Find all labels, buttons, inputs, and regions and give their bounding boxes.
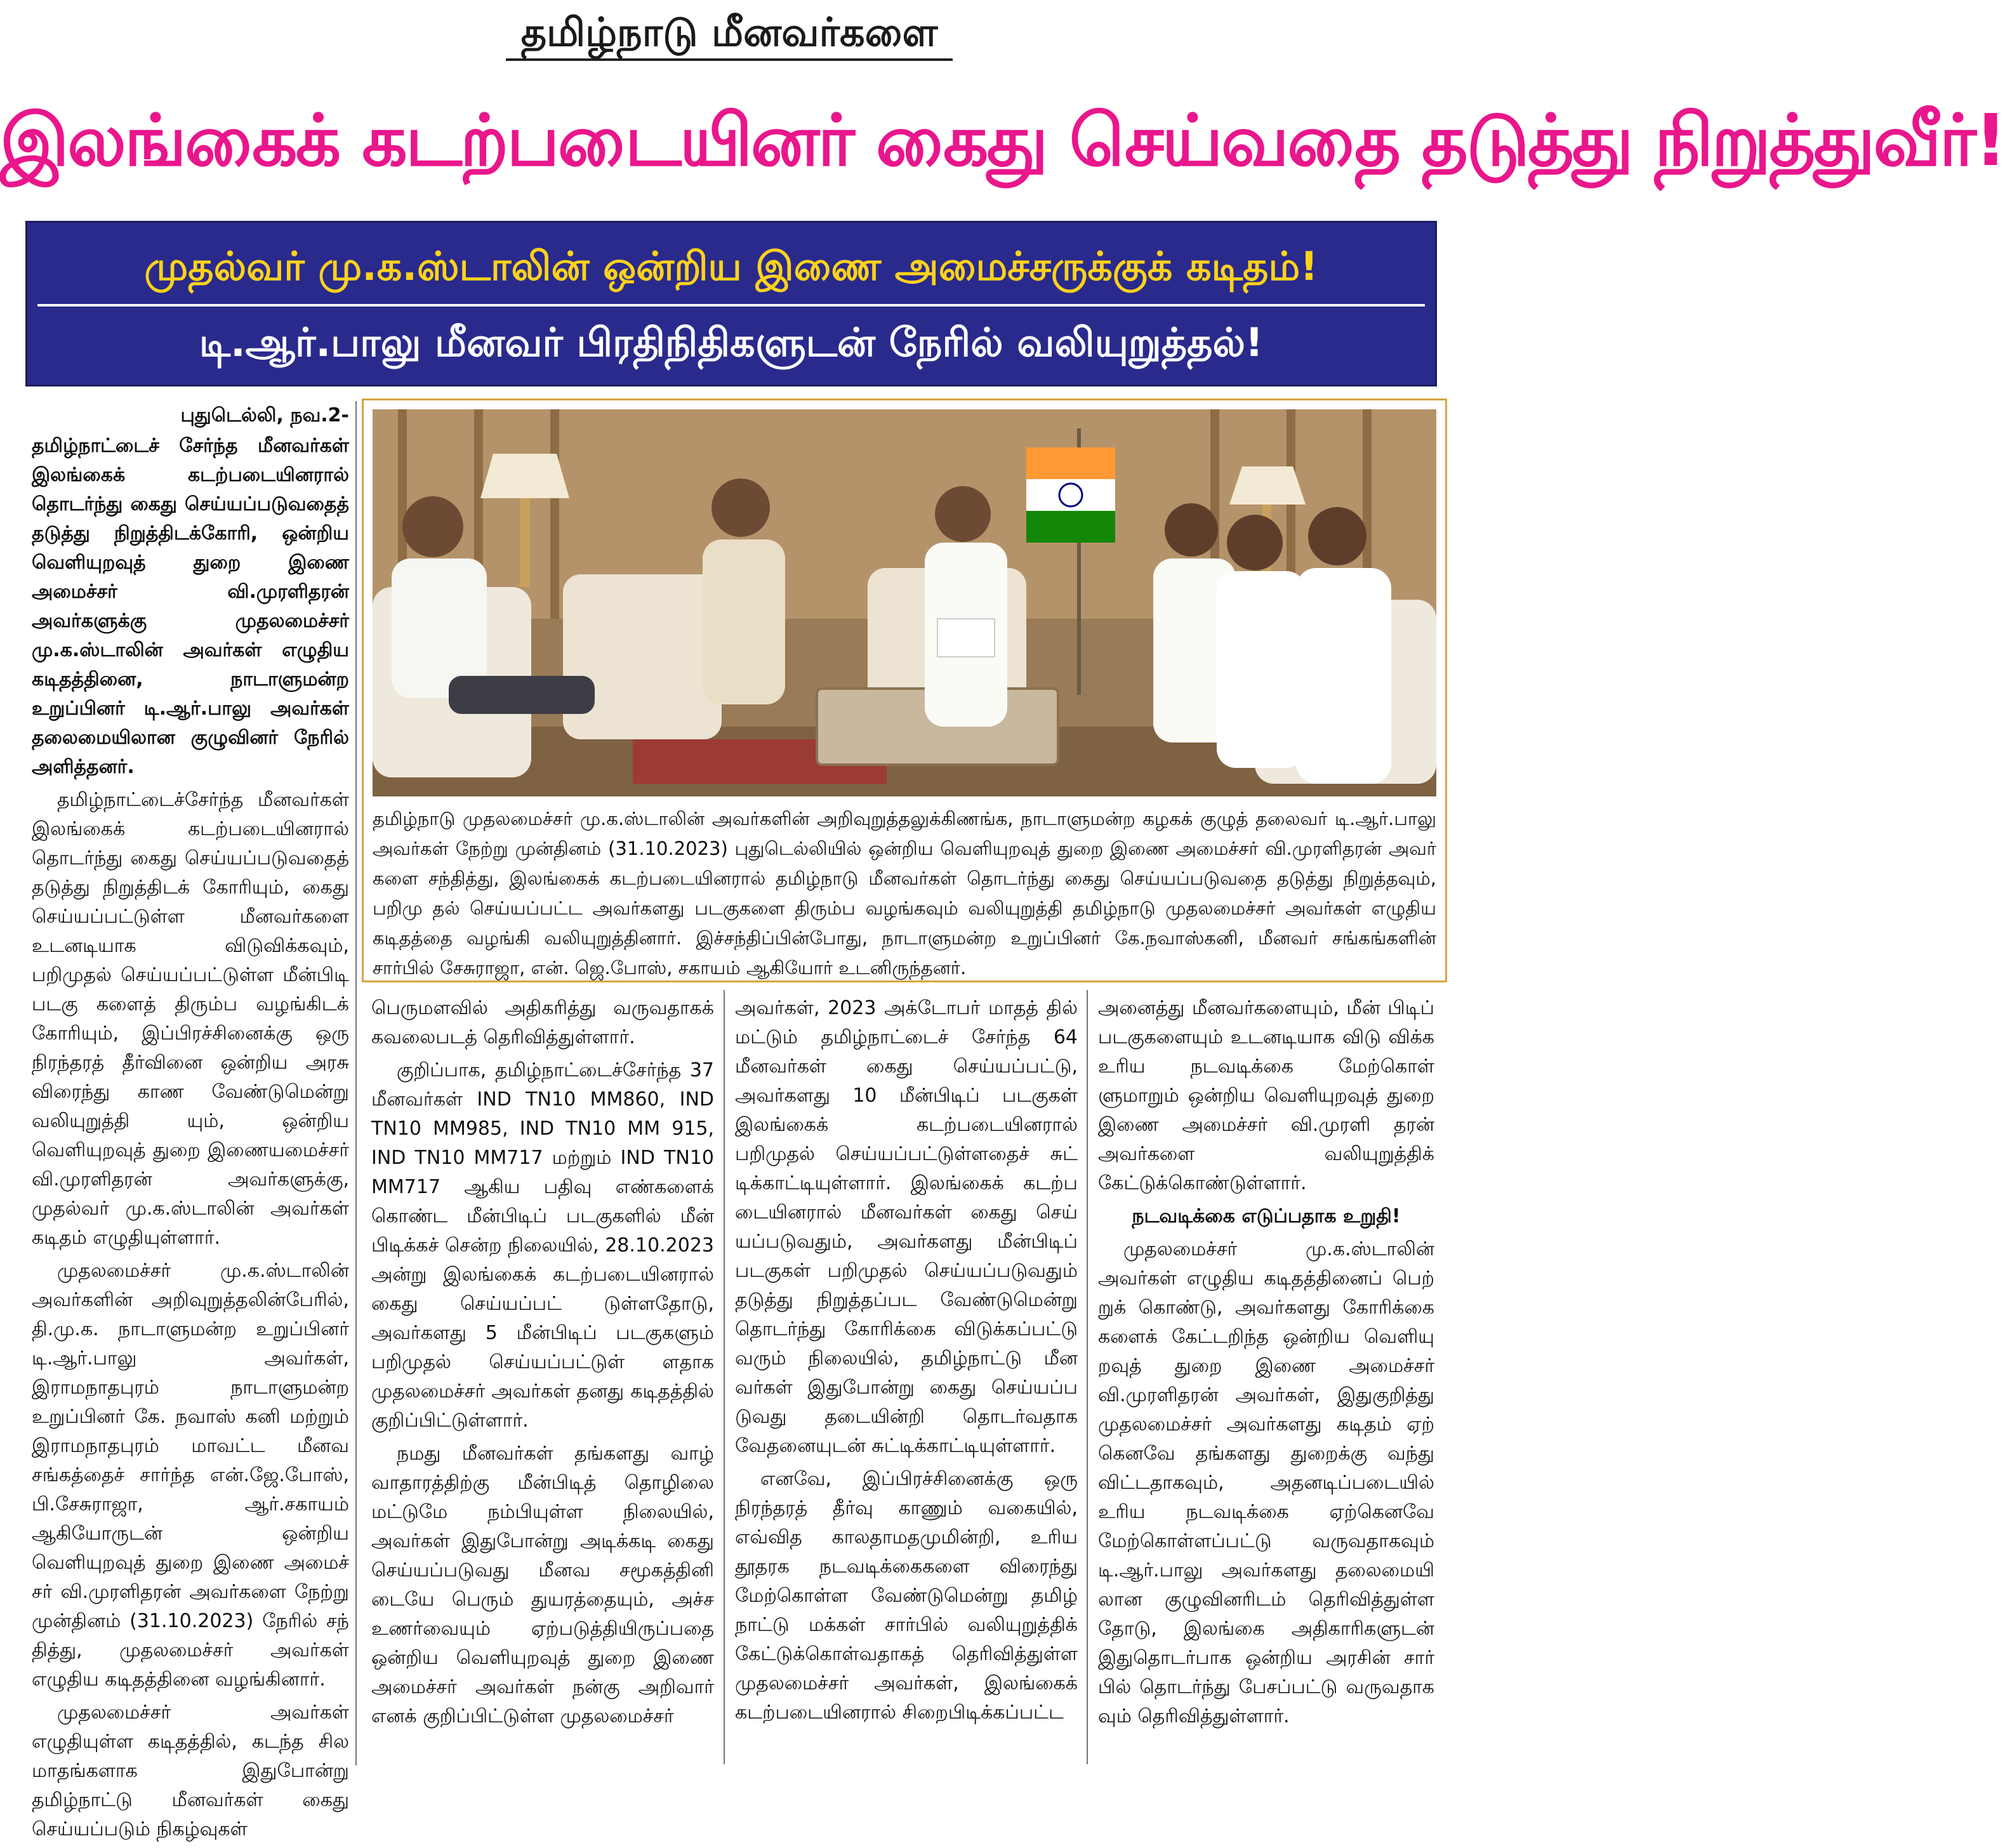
body-paragraph: அனைத்து மீனவர்களையும், மீன் பிடிப் படகுகளையும் உடனடியாக விடு விக்க உரிய நடவடிக்கை மேற்கொள் ளுமாறும் ஒன்றிய வெளியுறவுத் துறை இணை அமைச்சர் வி.முரளி தரன் அவர்களை வலியுறுத்திக் கேட்டுக்கொண்டுள்ளார்.	[1098, 997, 1434, 1194]
column-4	[1098, 994, 1434, 1735]
dateline: புதுடெல்லி, நவ.2-	[180, 404, 349, 426]
body-paragraph: முதலமைச்சர் மு.க.ஸ்டாலின் அவர்களின் அறிவுறுத்தலின்பேரில், தி.மு.க. நாடாளுமன்ற உறுப்பினர் டி.ஆர்.பாலு அவர்கள், இராமநாதபுரம் நாடாளுமன்ற உறுப்பினர் கே. நவாஸ் கனி மற்றும் இராமநாதபுரம் மாவட்ட மீனவ சங்கத்தைச் சார்ந்த என்.ஜே.போஸ், பி.சேசுராஜா, ஆர்.சகாயம் ஆகியோருடன் ஒன்றிய வெளியுறவுத் துறை இணை அமைச் சர் வி.முரளிதரன் அவர்களை நேற்று முன்தினம் (31.10.2023) நேரில் சந் தித்து, முதலமைச்சர் அவர்கள் எழுதிய கடிதத்தினை வழங்கினார்.	[32, 1260, 349, 1691]
kicker	[0, 6, 1459, 67]
left-column	[32, 401, 349, 1848]
headline: இலங்கைக் கடற்படையினர் கைது செய்வதை தடுத்து நிறுத்துவீர்!	[0, 100, 2005, 182]
photo-caption: தமிழ்நாடு முதலமைச்சர் மு.க.ஸ்டாலின் அவர்களின் அறிவுறுத்தலுக்கிணங்க, நாடாளுமன்ற கழகக் குழுத் தலைவர் டி.ஆர்.பாலு அவர்கள் நேற்று முன்தினம் (31.10.2023) புதுடெல்லியில் ஒன்றிய வெளியுறவுத் துறை இணை அமைச்சர் வி.முரளிதரன் அவர் களை சந்தித்து, இலங்கைக் கடற்படையினரால் தமிழ்நாடு மீனவர்கள் தொடர்ந்து கைது செய்யப்படுவதை தடுத்து நிறுத்தவும், பறிமு தல் செய்யப்பட்ட அவர்களது படகுகளை திரும்ப வழங்கவும் வலியுறுத்தி தமிழ்நாடு முதலமைச்சர் அவர்கள் எழுதிய கடிதத்தை வழங்கி வலியுறுத்தினார். இச்சந்திப்பின்போது, நாடாளுமன்ற உறுப்பினர் கே.நவாஸ்கனி, மீனவர் சங்கங்களின் சார்பில் சேசுராஜா, என். ஜெ.போஸ், சகாயம் ஆகியோர் உடனிருந்தனர்.	[373, 808, 1436, 979]
sub-heading: நடவடிக்கை எடுப்பதாக உறுதி!	[1132, 1205, 1401, 1227]
meeting-photo-illustration	[373, 409, 1436, 796]
lead-paragraph: தமிழ்நாட்டைச் சேர்ந்த மீனவர்கள் இலங்கைக் கடற்படையினரால் தொடர்ந்து கைது செய்யப்படுவதைத் தடுத்து நிறுத்திடக்கோரி, ஒன்றிய வெளியுறவுத் துறை இணை அமைச்சர் வி.முரளிதரன் அவர்களுக்கு முதலமைச்சர் மு.க.ஸ்டாலின் அவர்கள் எழுதிய கடிதத்தினை, நாடாளுமன்ற உறுப்பினர் டி.ஆர்.பாலு அவர்கள் தலைமையிலான குழுவினர் நேரில் அளித்தனர்.	[32, 435, 349, 778]
banner-line-2: டி.ஆர்.பாலு மீனவர் பிரதிநிதிகளுடன் நேரில் வலியுறுத்தல்!	[199, 319, 1264, 366]
column-2	[371, 994, 714, 1735]
column-rule	[1087, 990, 1088, 1764]
banner-divider	[37, 304, 1425, 307]
column-3	[735, 994, 1078, 1731]
body-paragraph: தமிழ்நாட்டைச்சேர்ந்த மீனவர்கள் இலங்கைக் கடற்படையினரால் தொடர்ந்து கைது செய்யப்படுவதைத் தடுத்து நிறுத்திடக் கோரியும், கைது செய்யப்பட்டுள்ள மீனவர்களை உடனடியாக விடுவிக்கவும், பறிமுதல் செய்யப்பட்டுள்ள மீன்பிடி படகு களைத் திரும்ப வழங்கிடக் கோரியும், இப்பிரச்சினைக்கு ஒரு நிரந்தரத் தீர்வினை ஒன்றிய அரசு விரைந்து காண வேண்டுமென்று வலியுறுத்தி யும், ஒன்றிய வெளியுறவுத் துறை இணையமைச்சர் வி.முரளிதரன் அவர்களுக்கு, முதல்வர் மு.க.ஸ்டாலின் அவர்கள் கடிதம் எழுதியுள்ளார்.	[32, 789, 349, 1249]
body-paragraph: எனவே, இப்பிரச்சினைக்கு ஒரு நிரந்தரத் தீர்வு காணும் வகையில், எவ்வித காலதாமதமுமின்றி, உரிய தூதரக நடவடிக்கைகளை விரைந்து மேற்கொள்ள வேண்டுமென்று தமிழ் நாட்டு மக்கள் சார்பில் வலியுறுத்திக் கேட்டுக்கொள்வதாகத் தெரிவித்துள்ள முதலமைச்சர் அவர்கள், இலங்கைக் கடற்படையினரால் சிறைபிடிக்கப்பட்ட	[735, 1468, 1078, 1724]
photo-box	[362, 399, 1447, 982]
body-paragraph: அவர்கள், 2023 அக்டோபர் மாதத் தில் மட்டும் தமிழ்நாட்டைச் சேர்ந்த 64 மீனவர்கள் கைது செய்யப்பட்டு, அவர்களது 10 மீன்பிடிப் படகுகள் இலங்கைக் கடற்படையினரால் பறிமுதல் செய்யப்பட்டுள்ளதைச் சுட் டிக்காட்டியுள்ளார். இலங்கைக் கடற்ப டையினரால் மீனவர்கள் கைது செய் யப்படுவதும், அவர்களது மீன்பிடிப் படகுகள் பறிமுதல் செய்யப்படுவதும் தடுத்து நிறுத்தப்பட வேண்டுமென்று தொடர்ந்து கோரிக்கை விடுக்கப்பட்டு வரும் நிலையில், தமிழ்நாட்டு மீன வர்கள் இதுபோன்று கைது செய்யப்ப டுவது தடையின்றி தொடர்வதாக வேதனையுடன் சுட்டிக்காட்டியுள்ளார்.	[735, 997, 1078, 1457]
column-rule	[724, 990, 725, 1764]
kicker-text: தமிழ்நாடு மீனவர்களை	[506, 6, 953, 61]
body-paragraph: முதலமைச்சர் அவர்கள் எழுதியுள்ள கடிதத்தில், கடந்த சில மாதங்களாக இதுபோன்று தமிழ்நாட்டு மீனவர்கள் கைது செய்யப்படும் நிகழ்வுகள்	[32, 1701, 349, 1840]
column-rule	[355, 401, 357, 1766]
meeting-photo	[373, 409, 1436, 796]
body-paragraph: பெருமளவில் அதிகரித்து வருவதாகக் கவலைபடத் தெரிவித்துள்ளார்.	[371, 997, 714, 1048]
body-paragraph: நமது மீனவர்கள் தங்களது வாழ் வாதாரத்திற்கு மீன்பிடித் தொழிலை மட்டுமே நம்பியுள்ள நிலையில், அவர்கள் இதுபோன்று அடிக்கடி கைது செய்யப்படுவது மீனவ சமூகத்தினி டையே பெரும் துயரத்தையும், அச்ச உணர்வையும் ஏற்படுத்தியிருப்பதை ஒன்றிய வெளியுறவுத் துறை இணை அமைச்சர் அவர்கள் நன்கு அறிவார் எனக் குறிப்பிட்டுள்ள முதலமைச்சர்	[371, 1442, 714, 1727]
body-paragraph: குறிப்பாக, தமிழ்நாட்டைச்சேர்ந்த 37 மீனவர்கள் IND TN10 MM860, IND TN10 MM985, IND TN10 MM 915, IND TN10 MM717 மற்றும் IND TN10 MM717 ஆகிய பதிவு எண்களைக் கொண்ட மீன்பிடிப் படகுகளில் மீன் பிடிக்கச் சென்ற நிலையில், 28.10.2023 அன்று இலங்கைக் கடற்படையினரால் கைது செய்யப்பட் டுள்ளதோடு, அவர்களது 5 மீன்பிடிப் படகுகளும் பறிமுதல் செய்யப்பட்டுள் ளதாக முதலமைச்சர் அவர்கள் தனது கடிதத்தில் குறிப்பிட்டுள்ளார்.	[371, 1059, 714, 1432]
body-paragraph: முதலமைச்சர் மு.க.ஸ்டாலின் அவர்கள் எழுதிய கடிதத்தினைப் பெற் றுக் கொண்டு, அவர்களது கோரிக்கை களைக் கேட்டறிந்த ஒன்றிய வெளியு றவுத் துறை இணை அமைச்சர் வி.முரளிதரன் அவர்கள், இதுகுறித்து முதலமைச்சர் அவர்களது கடிதம் ஏற் கெனவே தங்களது துறைக்கு வந்து விட்டதாகவும், அதனடிப்படையில் உரிய நடவடிக்கை ஏற்கெனவே மேற்கொள்ளப்பட்டு வருவதாகவும் டி.ஆர்.பாலு அவர்களது தலைமையி லான குழுவினரிடம் தெரிவித்துள்ள தோடு, இலங்கை அதிகாரிகளுடன் இதுதொடர்பாக ஒன்றிய அரசின் சார் பில் தொடர்ந்து பேசப்பட்டு வருவதாக வும் தெரிவித்துள்ளார்.	[1098, 1238, 1434, 1727]
banner-line-1: முதல்வர் மு.க.ஸ்டாலின் ஒன்றிய இணை அமைச்சருக்குக் கடிதம்!	[144, 243, 1318, 289]
sub-headline-banner	[25, 221, 1437, 386]
